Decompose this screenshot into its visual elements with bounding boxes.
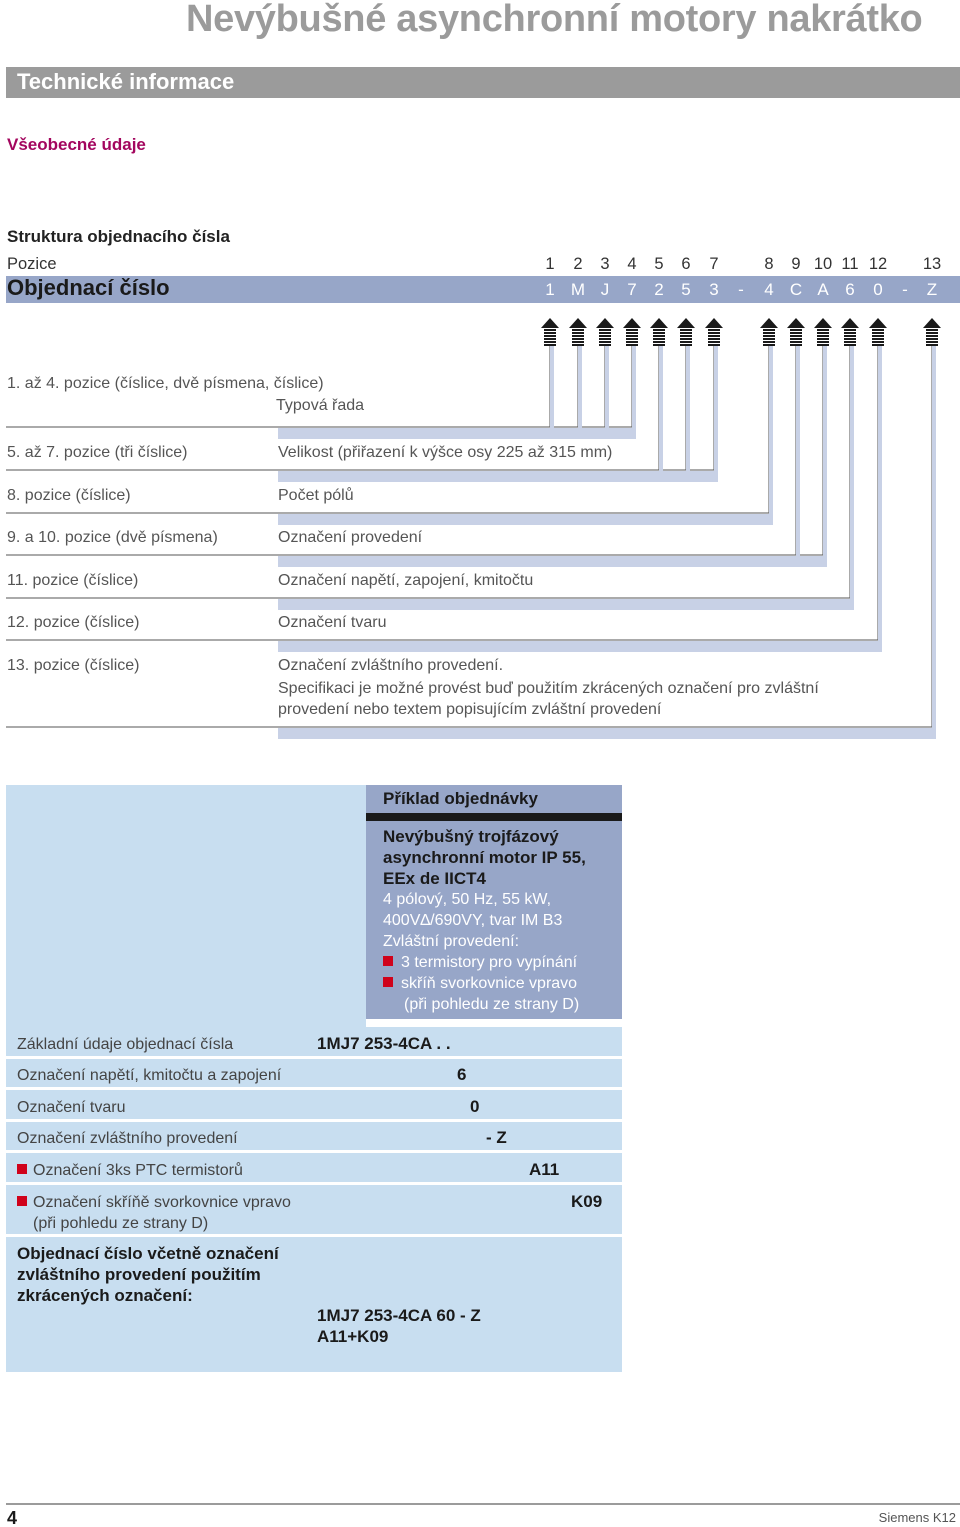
arrow-stem: [872, 338, 884, 340]
arrow-stem: [817, 341, 829, 343]
arrow-stem: [680, 344, 692, 346]
arrow-stem: [872, 341, 884, 343]
connector-shadow: [278, 428, 636, 439]
tree-right-7: Označení zvláštního provedení.: [278, 657, 504, 674]
arrow-up-icon: [623, 318, 641, 328]
position-number: 3: [600, 255, 610, 273]
example-spec-line-2: 400V∆/690VY, tvar IM B3: [383, 912, 563, 929]
tree-left-4: 9. a 10. pozice (dvě písmena): [7, 529, 218, 546]
arrow-up-icon: [841, 318, 859, 328]
arrow-stem: [926, 338, 938, 340]
order-code-char: C: [789, 280, 803, 299]
tree-left-6: 12. pozice (číslice): [7, 614, 140, 631]
example-product-line-2: asynchronní motor IP 55,: [383, 848, 586, 867]
bullet-square-icon: [383, 956, 393, 966]
arrow-stem: [708, 338, 720, 340]
connector-shadow: [850, 344, 854, 610]
example-bullet-1: [383, 952, 618, 973]
arrow-stem: [790, 335, 802, 337]
connector-shadow: [714, 344, 718, 482]
arrow-stem: [599, 332, 611, 334]
table-row-label-6-text: Označení skříňě svorkovnice vpravo: [33, 1194, 291, 1211]
arrow-stem: [844, 329, 856, 331]
table-row-value-5: A11: [529, 1160, 560, 1179]
arrow-stem: [708, 341, 720, 343]
footer-divider: [6, 1503, 960, 1505]
arrow-up-icon: [596, 318, 614, 328]
arrow-stem: [544, 332, 556, 334]
subheading: Všeobecné údaje: [7, 135, 146, 154]
connector-shadow: [823, 344, 827, 567]
arrow-stem: [817, 332, 829, 334]
example-product-line-3: EEx de IICT4: [383, 869, 486, 888]
arrow-stem: [626, 335, 638, 337]
table-row-value-2: 6: [457, 1065, 467, 1084]
row-divider: [6, 1056, 622, 1059]
arrow-stem: [708, 329, 720, 331]
arrow-up-icon: [760, 318, 778, 328]
connector-shadow: [686, 344, 690, 482]
arrow-stem: [844, 335, 856, 337]
arrow-stem: [680, 335, 692, 337]
arrow-stem: [844, 338, 856, 340]
tree-left-2: 5. až 7. pozice (tři číslice): [7, 444, 188, 461]
arrow-stem: [626, 329, 638, 331]
order-code-char: 0: [873, 280, 883, 299]
final-order-value: [317, 1305, 481, 1347]
tree-right-2: Velikost (přiřazení k výšce osy 225 až 315 mm): [278, 444, 613, 461]
arrow-stem: [572, 341, 584, 343]
bullet-square-icon: [17, 1164, 27, 1174]
table-row-label-5: [17, 1160, 243, 1181]
connector-shadow: [278, 641, 882, 652]
tree-left-3: 8. pozice (číslice): [7, 487, 131, 504]
arrow-stem: [763, 341, 775, 343]
bullet-square-icon: [383, 977, 393, 987]
connector-shadow: [878, 344, 882, 652]
page-title: Nevýbušné asynchronní motory nakrátko: [186, 0, 923, 40]
order-code-char: 1: [545, 280, 555, 299]
row-divider: [6, 1182, 622, 1185]
arrow-stem: [544, 329, 556, 331]
table-row-label-5-text: Označení 3ks PTC termistorů: [33, 1162, 243, 1179]
arrow-up-icon: [677, 318, 695, 328]
order-code-char: -: [738, 280, 744, 299]
arrow-stem: [763, 344, 775, 346]
table-row-label-6: [17, 1192, 291, 1213]
arrow-stem: [626, 338, 638, 340]
table-row-label-4: Označení zvláštního provedení: [17, 1130, 238, 1147]
arrow-up-icon: [569, 318, 587, 328]
position-number: 7: [709, 255, 719, 273]
position-number: 1: [545, 255, 555, 273]
position-number: 8: [764, 255, 774, 273]
arrow-stem: [653, 344, 665, 346]
table-row-value-3: 0: [470, 1097, 480, 1116]
row-divider: [6, 1150, 622, 1153]
section-title: Technické informace: [17, 69, 235, 94]
arrow-stem: [680, 341, 692, 343]
arrow-up-icon: [814, 318, 832, 328]
arrow-stem: [653, 341, 665, 343]
order-code-char: 5: [681, 280, 691, 299]
order-number-label: Objednací číslo: [7, 275, 170, 300]
position-number: 11: [841, 255, 859, 273]
order-code-char: M: [570, 280, 586, 299]
example-bullet-2: [383, 973, 618, 994]
arrow-up-icon: [541, 318, 559, 328]
order-code-char: J: [600, 280, 610, 299]
tree-left-5: 11. pozice (číslice): [7, 572, 139, 589]
connector-shadow: [278, 514, 773, 525]
table-row-label-3: Označení tvaru: [17, 1099, 126, 1116]
arrow-stem: [844, 344, 856, 346]
arrow-stem: [599, 335, 611, 337]
arrow-stem: [680, 329, 692, 331]
arrow-stem: [680, 338, 692, 340]
arrow-stem: [817, 338, 829, 340]
order-code-char: A: [817, 280, 829, 299]
arrow-stem: [599, 329, 611, 331]
arrow-stem: [872, 332, 884, 334]
page-number: 4: [7, 1508, 18, 1527]
arrow-stem: [544, 344, 556, 346]
position-label: Pozice: [7, 255, 57, 273]
arrow-stem: [708, 332, 720, 334]
connector-shadow: [578, 344, 582, 439]
arrow-stem: [599, 338, 611, 340]
tree-right-3: Počet pólů: [278, 487, 354, 504]
position-number: 10: [813, 255, 833, 273]
arrow-stem: [599, 341, 611, 343]
arrow-stem: [599, 344, 611, 346]
tree-right-1: Typová řada: [276, 397, 365, 414]
tree-right-4: Označení provedení: [278, 529, 423, 546]
position-number: 2: [573, 255, 583, 273]
arrow-stem: [926, 341, 938, 343]
arrow-stem: [572, 329, 584, 331]
arrow-stem: [926, 335, 938, 337]
arrow-stem: [544, 341, 556, 343]
tree-right-7-description: Specifikaci je možné provést buď použitím zkrácených označení pro zvláštní provedení nebo textem popisujícím zvláštní provedení: [278, 680, 819, 718]
arrow-stem: [544, 338, 556, 340]
order-code-char: 4: [764, 280, 774, 299]
connector-shadow: [769, 344, 773, 525]
arrow-stem: [708, 344, 720, 346]
row-divider: [6, 1119, 622, 1122]
arrow-stem: [790, 338, 802, 340]
connector-shadow: [659, 344, 663, 482]
position-number: 6: [681, 255, 691, 273]
connector-shadow: [550, 344, 554, 439]
example-product-line-1: Nevýbušný trojfázový: [383, 827, 559, 846]
arrow-up-icon: [787, 318, 805, 328]
arrow-stem: [817, 344, 829, 346]
row-divider: [6, 1234, 622, 1237]
arrow-up-icon: [923, 318, 941, 328]
arrow-stem: [763, 332, 775, 334]
order-code-char: 6: [845, 280, 855, 299]
arrow-stem: [572, 335, 584, 337]
position-number: 9: [791, 255, 801, 273]
order-code-char: Z: [926, 280, 938, 299]
arrow-stem: [926, 332, 938, 334]
example-spec-line-1: 4 pólový, 50 Hz, 55 kW,: [383, 891, 552, 908]
arrow-stem: [872, 335, 884, 337]
arrow-stem: [680, 332, 692, 334]
connector-shadow: [605, 344, 609, 439]
arrow-stem: [817, 329, 829, 331]
arrow-stem: [626, 344, 638, 346]
connector-shadow: [278, 556, 827, 567]
arrow-stem: [653, 338, 665, 340]
example-divider: [366, 813, 622, 821]
position-number: 5: [654, 255, 664, 273]
arrow-stem: [926, 329, 938, 331]
arrow-stem: [653, 332, 665, 334]
arrow-stem: [790, 341, 802, 343]
arrow-stem: [763, 338, 775, 340]
tree-left-1: 1. až 4. pozice (číslice, dvě písmena, číslice): [7, 375, 324, 392]
tree-right-6: Označení tvaru: [278, 614, 387, 631]
example-heading: Příklad objednávky: [383, 789, 538, 808]
position-number: 4: [627, 255, 637, 273]
example-bullet-1-text: 3 termistory pro vypínání: [401, 954, 578, 971]
arrow-stem: [572, 344, 584, 346]
connector-shadow: [278, 471, 718, 482]
tree-left-7: 13. pozice (číslice): [7, 657, 140, 674]
row-divider: [6, 1087, 622, 1090]
arrow-stem: [544, 335, 556, 337]
final-order-value-line-1: 1MJ7 253-4CA 60 - Z: [317, 1306, 481, 1325]
connector-shadow: [632, 344, 636, 439]
table-row-label-6-cont: (při pohledu ze strany D): [33, 1215, 209, 1232]
final-order-label: Objednací číslo včetně označení zvláštního provedení použitím zkrácených označení:: [17, 1244, 279, 1305]
table-row-value-6: K09: [571, 1192, 603, 1211]
position-number: 12: [868, 255, 888, 273]
arrow-stem: [790, 344, 802, 346]
order-code-char: 3: [709, 280, 719, 299]
tree-right-5: Označení napětí, zapojení, kmitočtu: [278, 572, 534, 589]
arrow-stem: [817, 335, 829, 337]
connector-shadow: [278, 728, 936, 739]
arrow-stem: [572, 338, 584, 340]
arrow-stem: [790, 329, 802, 331]
arrow-up-icon: [650, 318, 668, 328]
final-order-value-line-2: A11+K09: [317, 1327, 389, 1346]
arrow-stem: [763, 335, 775, 337]
example-spec-line-3: Zvláštní provedení:: [383, 933, 520, 950]
arrow-stem: [708, 335, 720, 337]
arrow-stem: [872, 344, 884, 346]
arrow-up-icon: [869, 318, 887, 328]
arrow-stem: [790, 332, 802, 334]
table-row-label-1: Základní údaje objednací čísla: [17, 1036, 234, 1053]
order-example-left-panel: [6, 785, 366, 1028]
connector-shadow: [932, 344, 936, 739]
arrow-stem: [926, 344, 938, 346]
arrow-up-icon: [705, 318, 723, 328]
bullet-square-icon: [17, 1196, 27, 1206]
table-row-label-2: Označení napětí, kmitočtu a zapojení: [17, 1067, 282, 1084]
order-code-char: -: [902, 280, 908, 299]
order-code-char: 7: [627, 280, 637, 299]
arrow-stem: [572, 332, 584, 334]
arrow-stem: [626, 341, 638, 343]
position-number: 13: [922, 255, 942, 273]
arrow-stem: [653, 329, 665, 331]
connector-shadow: [278, 599, 854, 610]
structure-title: Struktura objednacího čísla: [7, 227, 230, 246]
publication-name: Siemens K12: [878, 1510, 956, 1525]
arrow-stem: [763, 329, 775, 331]
arrow-stem: [626, 332, 638, 334]
example-bullet-2-text: skříň svorkovnice vpravo: [401, 975, 578, 992]
example-bullet-2-cont: (při pohledu ze strany D): [404, 996, 580, 1013]
arrow-stem: [872, 329, 884, 331]
arrow-stem: [653, 335, 665, 337]
example-body: [383, 826, 618, 1015]
table-row-value-4: - Z: [486, 1128, 507, 1147]
order-code-char: 2: [654, 280, 664, 299]
table-row-value-1: 1MJ7 253-4CA . .: [317, 1034, 451, 1053]
arrow-stem: [844, 341, 856, 343]
connector-shadow: [796, 344, 800, 567]
arrow-stem: [844, 332, 856, 334]
